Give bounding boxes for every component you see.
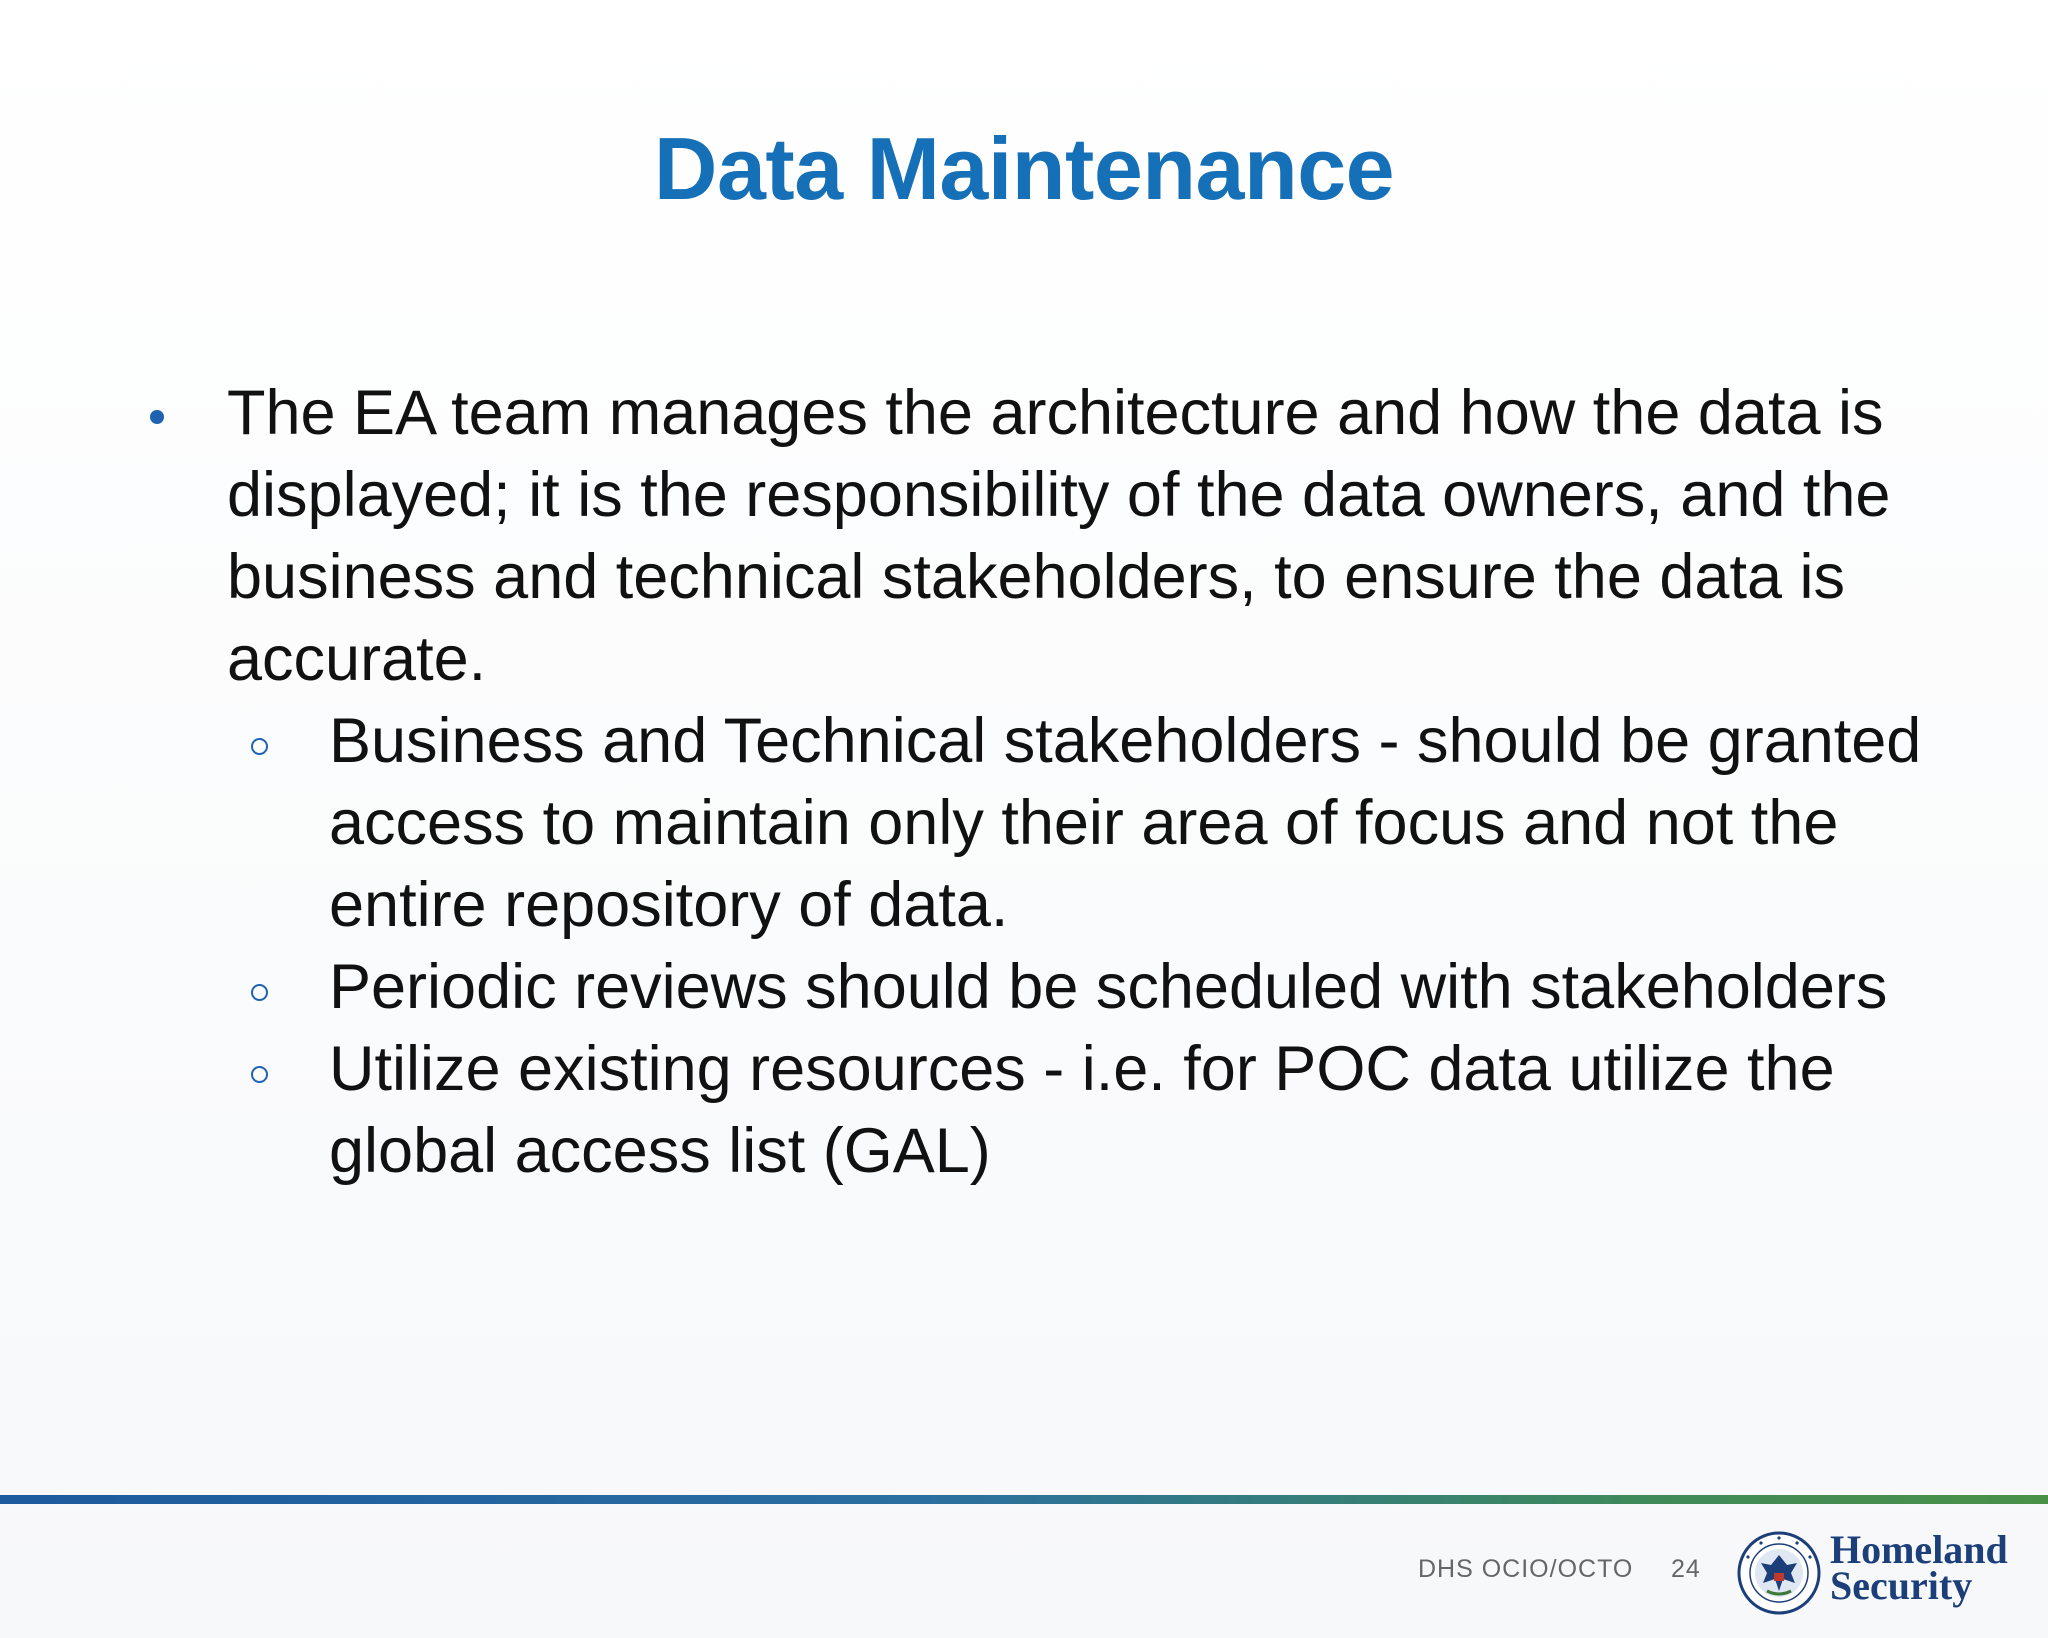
sub-bullet-text: Business and Technical stakeholders - should be granted access to maintain only their area of focus and not the entire repository of data.	[329, 706, 1922, 940]
dhs-seal-icon	[1737, 1531, 1821, 1615]
sub-bullet-item	[150, 946, 1930, 1028]
footer-org-label: DHS OCIO/OCTO	[1418, 1555, 1634, 1583]
brand-line-1: Homeland	[1830, 1527, 2008, 1572]
slide-body	[150, 372, 1930, 1192]
slide-title: Data Maintenance	[653, 119, 1395, 218]
bullet-text: The EA team manages the architecture and how the data is displayed; it is the responsibility of the data owners, and the business and technical stakeholders, to ensure the data is accurate.	[227, 378, 1891, 694]
sub-bullet-item	[150, 700, 1930, 946]
bullet-item	[150, 372, 1930, 700]
sub-bullet-text: Periodic reviews should be scheduled with stakeholders	[329, 952, 1888, 1022]
sub-bullet-circle-icon	[251, 984, 268, 1001]
brand-line-2: Security	[1830, 1563, 1973, 1608]
page-number: 24	[1671, 1555, 1701, 1583]
sub-bullet-item	[150, 1028, 1930, 1192]
sub-bullet-text: Utilize existing resources - i.e. for POC data utilize the global access list (GAL)	[329, 1034, 1835, 1186]
sub-bullet-circle-icon	[251, 738, 268, 755]
sub-bullet-circle-icon	[251, 1066, 268, 1083]
homeland-security-wordmark	[1830, 1527, 2008, 1608]
footer-divider	[0, 1495, 2048, 1504]
bullet-dot-icon	[150, 410, 164, 424]
